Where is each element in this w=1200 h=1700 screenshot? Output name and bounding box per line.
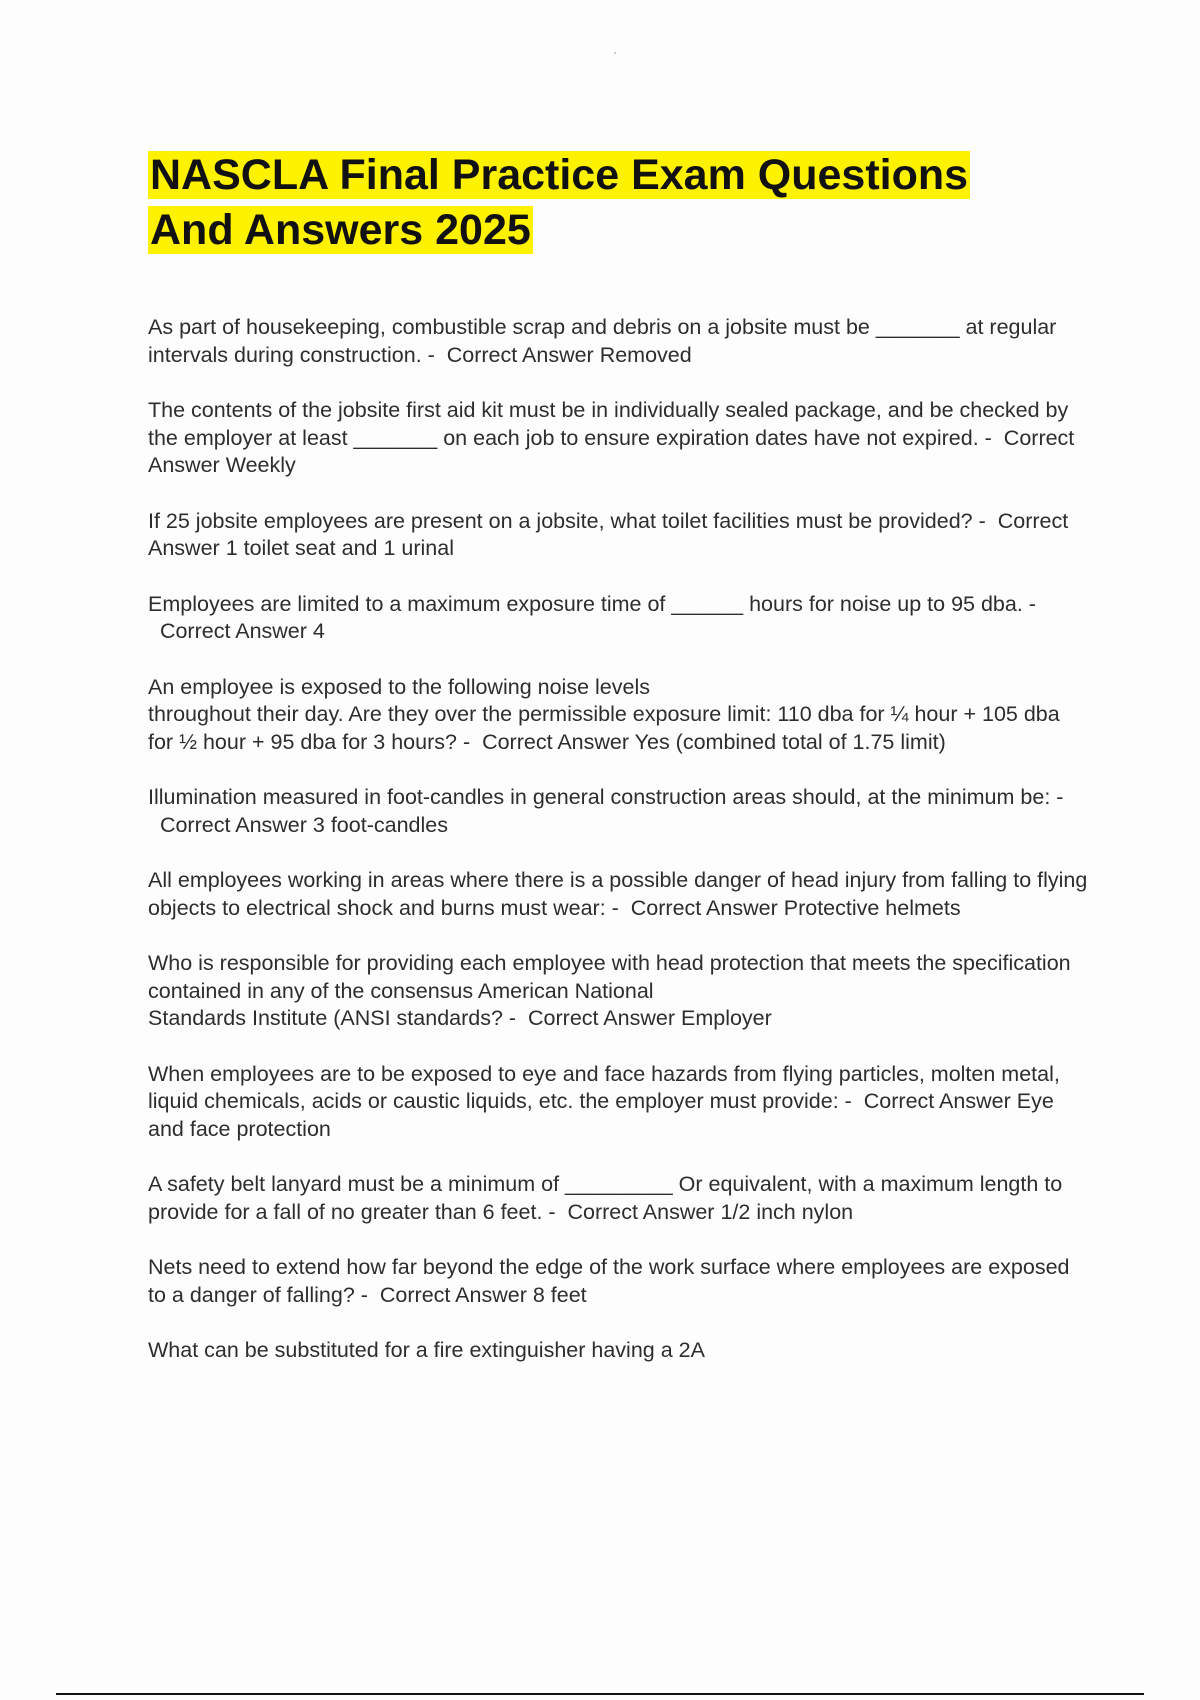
answer-label: Correct Answer	[528, 1006, 675, 1030]
qa-item	[148, 508, 1088, 563]
qa-item	[148, 1254, 1088, 1309]
answer-text: Protective helmets	[783, 895, 961, 920]
answer-label: Correct Answer	[567, 1199, 715, 1224]
answer-text: Yes (combined total of 1.75 limit)	[634, 729, 946, 754]
qa-item	[148, 591, 1088, 646]
question-text: Nets need to extend how far beyond the edge of the work surface where employees are exposed to a danger of falling? -	[148, 1255, 1070, 1307]
answer-text: 1/2 inch nylon	[720, 1199, 854, 1224]
qa-item	[148, 1171, 1088, 1226]
question-text: An employee is exposed to the following noise levels throughout their day. Are they over the permissible exposure limit: 110 dba for ¼ hour + 105 dba for ½ hour + 95 dba for 3 hours? -	[148, 674, 1060, 754]
question-text: If 25 jobsite employees are present on a jobsite, what toilet facilities must be provided? -	[148, 508, 986, 533]
question-text: When employees are to be exposed to eye and face hazards from flying particles, molten metal, liquid chemicals, acids or caustic liquids, etc. the employer must provide: -	[148, 1061, 1060, 1113]
answer-text: 1 toilet seat and 1 urinal	[225, 536, 454, 560]
question-text: A safety belt lanyard must be a minimum of _________ Or equivalent, with a maximum length to provide for a fall of no greater than 6 feet. -	[148, 1172, 1063, 1224]
answer-label: Correct Answer	[159, 619, 307, 643]
qa-item	[148, 1061, 1088, 1144]
title-line-1: NASCLA Final Practice Exam Questions	[150, 151, 969, 199]
answer-text: Removed	[599, 342, 692, 367]
answer-label: Correct Answer	[379, 1282, 527, 1307]
question-text: The contents of the jobsite first aid kit must be in individually sealed package, and be checked by the employer at least _______ on each job to ensure expiration dates have not expired. -	[148, 398, 1069, 450]
qa-item	[148, 784, 1088, 839]
answer-text: Employer	[680, 1006, 772, 1030]
qa-item	[148, 950, 1088, 1033]
answer-text: Eye and face protection	[148, 1089, 1054, 1141]
qa-item	[148, 397, 1088, 480]
answer-text: 3 foot-candles	[312, 812, 448, 837]
qa-item	[148, 1337, 1088, 1365]
answer-text: Weekly	[225, 453, 296, 477]
answer-label: Correct Answer	[159, 812, 307, 837]
question-text: Who is responsible for providing each employee with head protection that meets the specification contained in any of the consensus American National Standards Institute (ANSI standards? -	[148, 951, 1071, 1030]
question-text: All employees working in areas where there is a possible danger of head injury from falling to flying objects to electrical shock and burns must wear: -	[148, 868, 1088, 920]
answer-label: Correct Answer	[630, 895, 778, 920]
document-title	[148, 148, 1088, 258]
qa-item	[148, 867, 1088, 922]
question-text: As part of housekeeping, combustible scrap and debris on a jobsite must be _______ at regular intervals during construction. -	[148, 315, 1057, 367]
qa-item	[148, 674, 1088, 757]
answer-label: Correct Answer	[482, 729, 630, 754]
answer-text: 8 feet	[532, 1282, 587, 1307]
qa-item	[148, 314, 1088, 369]
answer-text: 4	[312, 619, 325, 643]
question-text: Illumination measured in foot-candles in general construction areas should, at the minimum be: -	[148, 785, 1064, 809]
question-text: What can be substituted for a fire extinguisher having a 2A	[148, 1338, 705, 1362]
answer-label: Correct Answer	[148, 508, 1069, 560]
answer-label: Correct Answer	[446, 342, 594, 367]
title-line-2: And Answers 2025	[150, 206, 531, 254]
question-text: Employees are limited to a maximum exposure time of ______ hours for noise up to 95 dba. -	[148, 591, 1036, 616]
scan-dot-mark	[614, 52, 616, 54]
answer-label: Correct Answer	[148, 425, 1075, 477]
question-answer-list	[148, 314, 1088, 1393]
footer-rule	[56, 1693, 1144, 1695]
answer-label: Correct Answer	[863, 1089, 1011, 1113]
